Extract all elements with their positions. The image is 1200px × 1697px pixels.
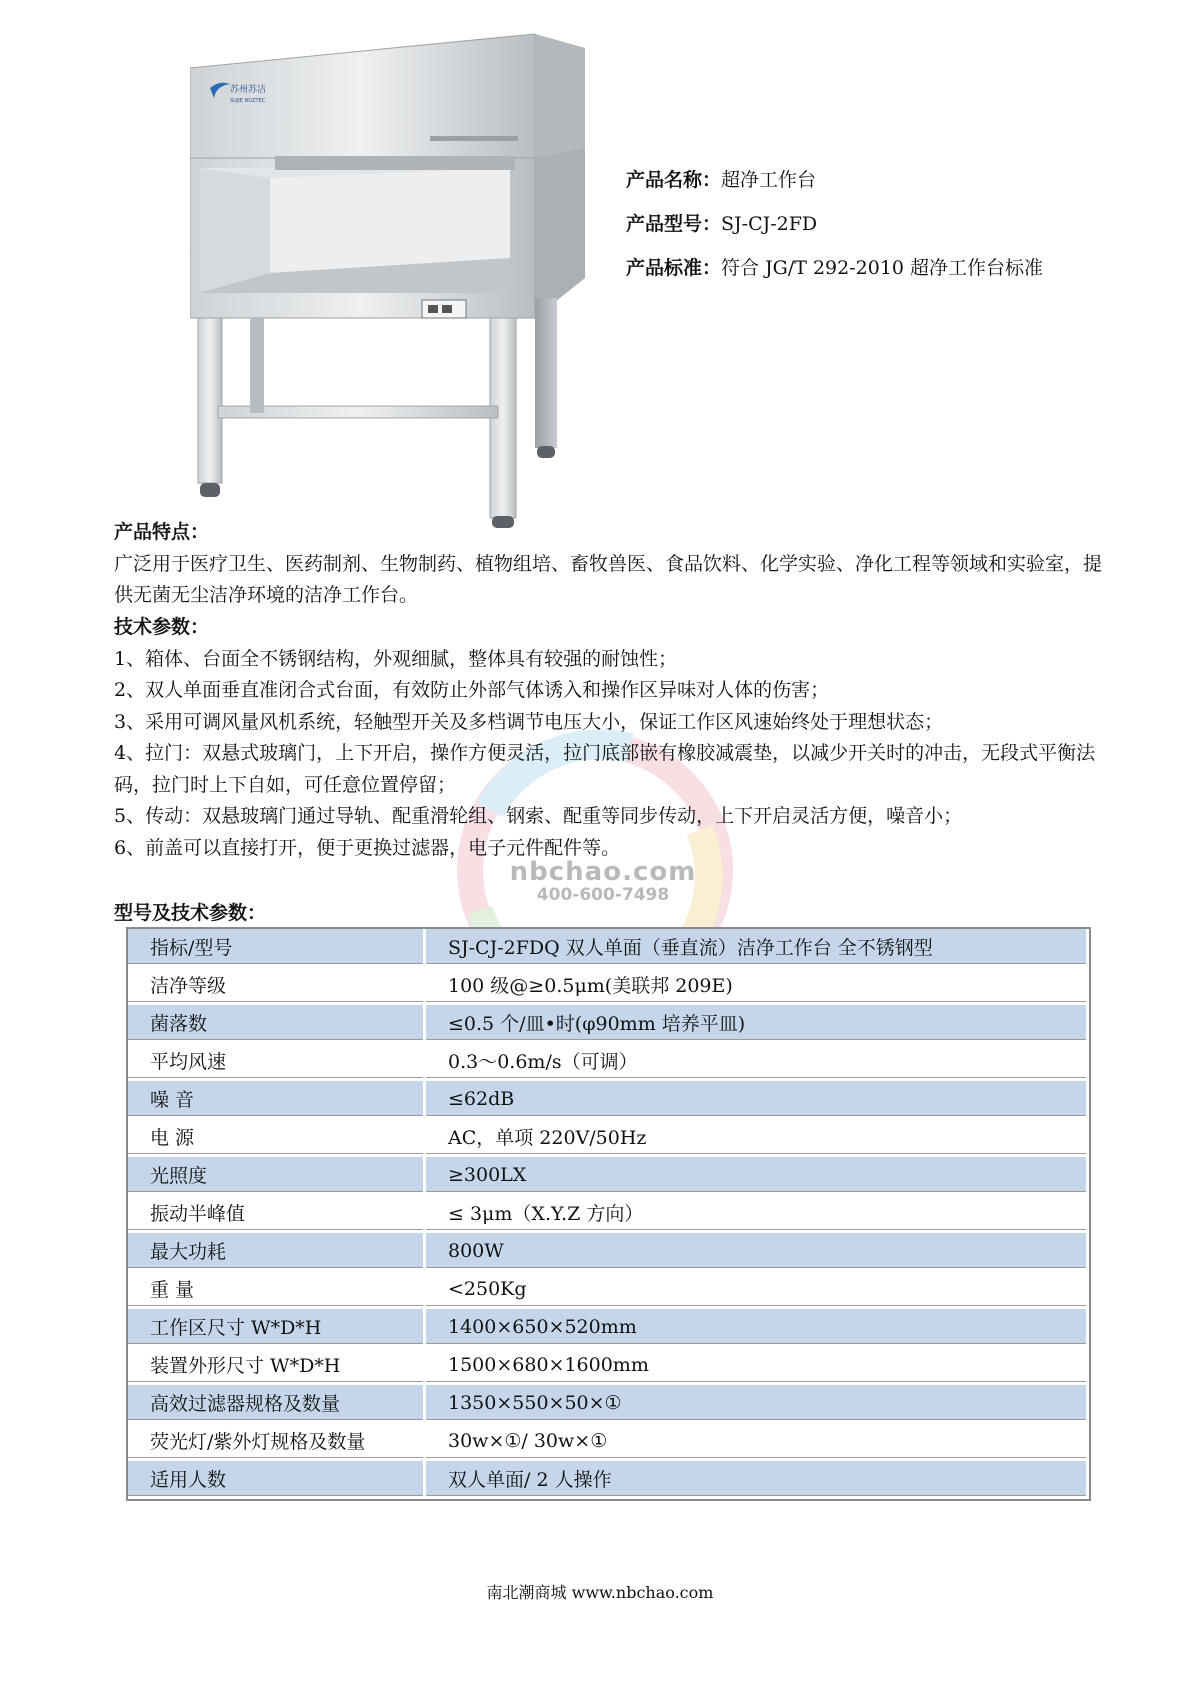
- logo-text: 苏州苏洁: [230, 85, 267, 95]
- product-name-line: [626, 166, 1043, 210]
- tech-section: [114, 612, 1114, 864]
- tech-item: 4、拉门：双悬式玻璃门，上下开启，操作方便灵活，拉门底部嵌有橡胶减震垫，以减少开关时的冲击，无段式平衡法码，拉门时上下自如，可任意位置停留；: [114, 742, 1096, 796]
- features-text: 广泛用于医疗卫生、医药制剂、生物制药、植物组培、畜牧兽医、食品饮料、化学实验、净化工程等领域和实验室，提供无菌无尘洁净环境的洁净工作台。: [114, 552, 1103, 606]
- table-row: [128, 1461, 1089, 1499]
- product-standard-line: [626, 254, 1043, 298]
- table-row: [128, 1423, 1089, 1461]
- spec-label: 重 量: [128, 1271, 426, 1309]
- spec-value: 1350×550×50×①: [426, 1385, 1089, 1423]
- product-model-value: SJ-CJ-2FD: [721, 213, 818, 235]
- product-model-line: [626, 210, 1043, 254]
- spec-label: 洁净等级: [128, 967, 426, 1005]
- spec-value: ≥300LX: [426, 1157, 1089, 1195]
- spec-label: 最大功耗: [128, 1233, 426, 1271]
- features-section: [114, 517, 1114, 612]
- spec-label: 菌落数: [128, 1005, 426, 1043]
- table-row: [128, 929, 1089, 967]
- product-model-label: 产品型号：: [626, 213, 722, 235]
- spec-value: AC，单项 220V/50Hz: [426, 1119, 1089, 1157]
- table-row: [128, 1385, 1089, 1423]
- spec-value: 1500×680×1600mm: [426, 1347, 1089, 1385]
- tech-item: 3、采用可调风量风机系统，轻触型开关及多档调节电压大小，保证工作区风速始终处于理想状态；: [114, 710, 944, 733]
- table-row: [128, 1081, 1089, 1119]
- product-name-label: 产品名称：: [626, 169, 722, 191]
- spec-value: ≤0.5 个/皿•时(φ90mm 培养平皿): [426, 1005, 1089, 1043]
- spec-value: 1400×650×520mm: [426, 1309, 1089, 1347]
- product-standard-label: 产品标准：: [626, 257, 722, 279]
- spec-value: 双人单面/ 2 人操作: [426, 1461, 1089, 1499]
- product-standard-value: 符合 JG/T 292-2010 超净工作台标准: [721, 257, 1044, 279]
- spec-label: 荧光灯/紫外灯规格及数量: [128, 1423, 426, 1461]
- spec-label: 电 源: [128, 1119, 426, 1157]
- tech-item: 1、箱体、台面全不锈钢结构，外观细腻，整体具有较强的耐蚀性；: [114, 647, 678, 670]
- spec-value: SJ-CJ-2FDQ 双人单面（垂直流）洁净工作台 全不锈钢型: [426, 929, 1089, 967]
- spec-label: 指标/型号: [128, 929, 426, 967]
- tech-item: 2、双人单面垂直准闭合式台面，有效防止外部气体诱入和操作区异味对人体的伤害；: [114, 679, 830, 701]
- watermark-text: [508, 857, 698, 905]
- table-row: [128, 1157, 1089, 1195]
- logo-subtext: SUJIE NDZTEC: [230, 98, 266, 104]
- features-heading: 产品特点：: [114, 521, 210, 543]
- table-row: [128, 1347, 1089, 1385]
- table-row: [128, 1309, 1089, 1347]
- table-row: [128, 1005, 1089, 1043]
- table-row: [128, 1119, 1089, 1157]
- spec-table: [126, 927, 1091, 1501]
- spec-label: 振动半峰值: [128, 1195, 426, 1233]
- table-row: [128, 1195, 1089, 1233]
- watermark-brand: nbchao.com: [509, 857, 697, 887]
- spec-value: 30w×①/ 30w×①: [426, 1423, 1089, 1461]
- table-row: [128, 1043, 1089, 1081]
- spec-label: 适用人数: [128, 1461, 426, 1499]
- spec-table-heading: 型号及技术参数：: [114, 902, 267, 924]
- spec-value: 0.3～0.6m/s（可调）: [426, 1043, 1089, 1081]
- spec-label: 工作区尺寸 W*D*H: [128, 1309, 426, 1347]
- spec-label: 噪 音: [128, 1081, 426, 1119]
- spec-value: ≤62dB: [426, 1081, 1089, 1119]
- tech-heading: 技术参数：: [114, 616, 210, 638]
- spec-value: <250Kg: [426, 1271, 1089, 1309]
- watermark-phone: 400-600-7498: [536, 885, 670, 905]
- product-image: [190, 28, 610, 528]
- spec-label: 高效过滤器规格及数量: [128, 1385, 426, 1423]
- product-info: [626, 166, 1043, 298]
- table-row: [128, 967, 1089, 1005]
- tech-item: 6、前盖可以直接打开，便于更换过滤器，电子元件配件等。: [114, 836, 621, 859]
- table-row: [128, 1271, 1089, 1309]
- spec-value: 800W: [426, 1233, 1089, 1271]
- page-footer: 南北潮商城 www.nbchao.com: [486, 1583, 714, 1602]
- table-row: [128, 1233, 1089, 1271]
- tech-item: 5、传动：双悬玻璃门通过导轨、配重滑轮组、钢索、配重等同步传动，上下开启灵活方便，噪音小；: [114, 805, 963, 827]
- spec-label: 装置外形尺寸 W*D*H: [128, 1347, 426, 1385]
- spec-label: 平均风速: [128, 1043, 426, 1081]
- spec-value: ≤ 3μm（X.Y.Z 方向）: [426, 1195, 1089, 1233]
- product-name-value: 超净工作台: [721, 169, 817, 191]
- spec-value: 100 级@≥0.5μm(美联邦 209E): [426, 967, 1089, 1005]
- spec-label: 光照度: [128, 1157, 426, 1195]
